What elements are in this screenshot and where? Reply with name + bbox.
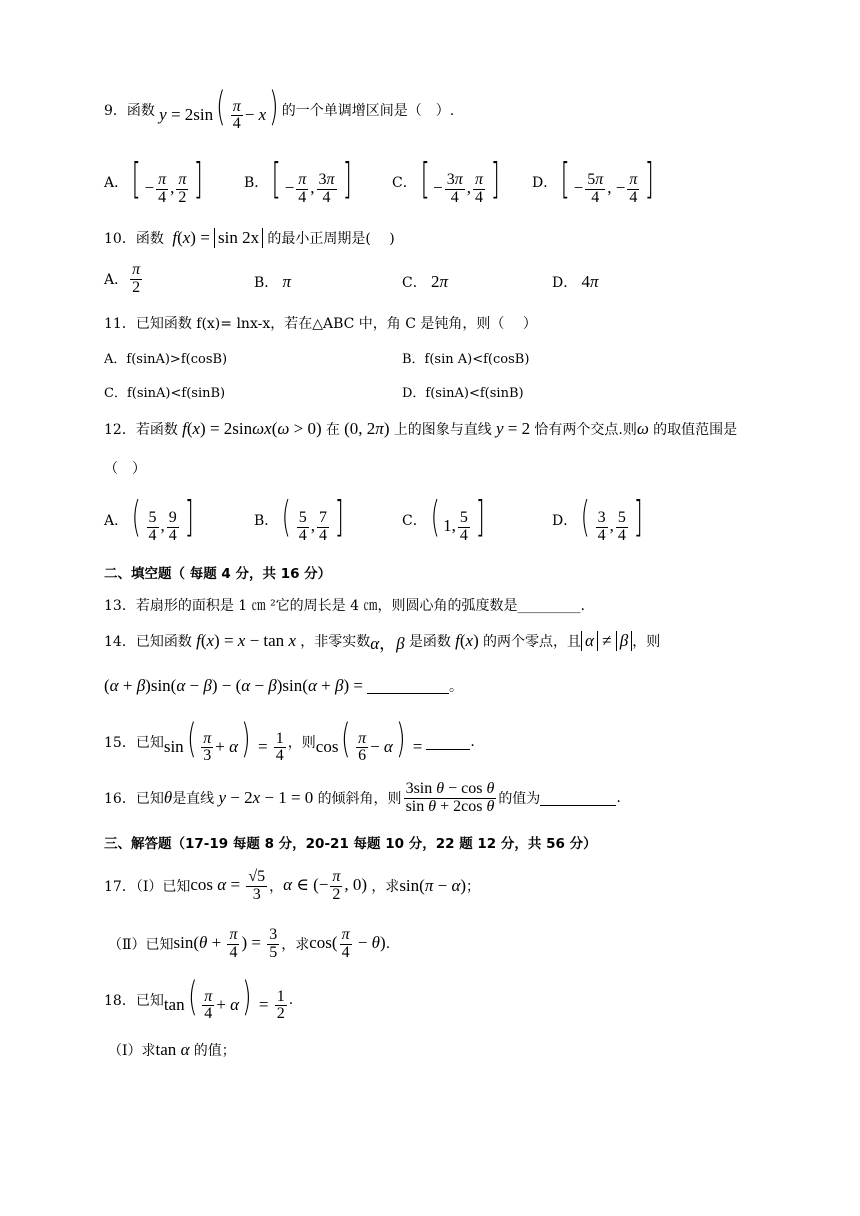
q17-a: 17．（Ⅰ）已知 (104, 879, 191, 895)
q17-b: ， (269, 879, 284, 895)
q17-d: ； (466, 879, 481, 895)
q17-c: ，求 (371, 879, 400, 895)
q18-d: 的值； (193, 1043, 236, 1059)
q15-b: ，则 (287, 735, 316, 751)
question-11 (104, 313, 537, 333)
q10-opt-b-label: B． (254, 275, 279, 291)
q11-option-d: D．f(sinA)<f(sinB) (402, 386, 524, 401)
q12-opt-b-label: B． (254, 513, 279, 530)
q12-tail: 的取值范围是 (653, 422, 738, 438)
question-18: 18．已知 tan( $\frac{\pi}{4}$ + α) = $\frac{1}{2}$ . (104, 973, 294, 1023)
question-17-part1: 17．（Ⅰ）已知 cos α = $\frac{√5}{3}$ ， α ∈ (− $\frac{\pi}{2}$ , 0) ，求 sin(π − α) ； (104, 867, 481, 903)
q12-option-b: B． ( $\frac{5}{4}$ , $\frac{7}{4}$ ] (254, 492, 344, 544)
question-12: 12．若函数 f(x) = 2sinωx(ω > 0) 在 (0, 2π) 上的图象与直线 y = 2 恰有两个交点.则 ω 的取值范围是 (104, 419, 738, 438)
q11-option-c: C．f(sinA)<f(sinB) (104, 386, 226, 401)
q12-paren: （ ） (104, 461, 146, 477)
question-17-part2: （Ⅱ）已知 sin(θ + $\frac{\pi}{4}$ ) = $\frac{3}{5}$ ，求 cos( $\frac{\pi}{4}$ − θ) . (108, 925, 391, 961)
q10-tail: 的最小正周期是( ) (267, 231, 395, 247)
q16-a: 16．已知 (104, 791, 164, 807)
q9-opt-b-label: B． (244, 175, 269, 192)
q12-mid1: 在 (325, 422, 340, 438)
q11-option-b: B．f(sin A)<f(cosB) (402, 352, 530, 367)
q9-opt-d-label: D． (532, 175, 558, 192)
q17-e: （Ⅱ）已知 (108, 937, 174, 953)
q14-e: ，则 (632, 634, 661, 650)
q12-opt-c-label: C． (402, 513, 427, 530)
q10-option-d: D． 4π (552, 272, 599, 291)
q9-tail: 的一个单调增区间是（ ）. (281, 103, 455, 119)
q9-option-c: C． [ − $\frac{3\pi}{4}$ , $\frac{\pi}{4}$ ] (392, 154, 500, 206)
q14-d: 的两个零点，且 (483, 634, 582, 650)
q9-label: 9．函数 (104, 103, 155, 119)
question-15: 15．已知 sin( $\frac{\pi}{3}$ + α) = $\frac{1}{4}$ ，则 cos( $\frac{\pi}{6}$ − α) = . (104, 715, 475, 765)
q14-b: ，非零实数 (300, 634, 371, 650)
q10-opt-d-label: D． (552, 275, 578, 291)
q11-text: 11．已知函数 f(x)= lnx-x，若在△ABC 中，角 C 是钝角，则（ ） (104, 316, 537, 332)
q10-option-c: C． 2π (402, 272, 448, 291)
q18-a: 18．已知 (104, 993, 164, 1009)
q12-mid3: 恰有两个交点.则 (534, 422, 637, 438)
section-3-heading: 三、解答题（17-19 每题 8 分，20-21 每题 10 分，22 题 12 分，共 56 分） (104, 836, 597, 852)
q12-option-c: C． ( 1, $\frac{5}{4}$ ] (402, 492, 485, 544)
question-10 (104, 226, 395, 250)
question-16: 16．已知 θ 是直线 y − 2x − 1 = 0 的倾斜角，则 $\frac{\text{3sin θ − cos θ}}{\text{sin θ + 2cos θ}}$ 的值为 . (104, 779, 621, 815)
q9-option-b: B． [ − $\frac{\pi}{4}$ , $\frac{3\pi}{4}$ ] (244, 154, 352, 206)
q17-g: . (385, 936, 391, 952)
question-13: 13．若扇形的面积是 1 ㎝ ²它的周长是 4 ㎝，则圆心角的弧度数是_________. (104, 598, 585, 614)
q10-function: f(x) = sin 2x (164, 228, 268, 248)
q9-opt-a-label: A． (104, 175, 129, 192)
q17-f: ，求 (281, 937, 310, 953)
q10-option-b: B． π (254, 272, 292, 291)
q14-c: 是函数 (408, 634, 451, 650)
question-14: 14．已知函数 f(x) = x − tan x ，非零实数 α，β 是函数 f(x) 的两个零点，且 α ≠ β ，则 (104, 631, 661, 653)
q9-option-d: D． [ − $\frac{5\pi}{4}$ , − $\frac{\pi}{4}$ ] (532, 154, 655, 206)
q12-opt-a-label: A． (104, 513, 129, 530)
q10-opt-a-label: A． (104, 272, 129, 289)
q12-mid2: 上的图象与直线 (393, 422, 492, 438)
q16-c: 的倾斜角，则 (317, 791, 402, 807)
q9-function: y = 2sin( $\frac{\pi}{4}$ − x) (159, 83, 279, 133)
q9-option-a: A． [ − $\frac{\pi}{4}$ , $\frac{\pi}{2}$ ] (104, 154, 204, 206)
q15-a: 15．已知 (104, 735, 164, 751)
q10-label: 10．函数 (104, 231, 164, 247)
q10-opt-c-label: C． (402, 275, 427, 291)
q18-c: （Ⅰ）求 (108, 1043, 156, 1059)
q11-option-a: A．f(sinA)>f(cosB) (104, 352, 228, 367)
q16-end: . (616, 790, 621, 806)
section-2-heading: 二、填空题（ 每题 4 分，共 16 分） (104, 566, 332, 582)
q12-label: 12．若函数 (104, 422, 178, 438)
q12-option-d: D． ( $\frac{3}{4}$ , $\frac{5}{4}$ ] (552, 492, 643, 544)
q10-option-a: A． $\frac{\pi}{2}$ (104, 261, 141, 296)
q14-end: 。 (448, 679, 463, 695)
q18-b: . (288, 992, 294, 1008)
q12-option-a: A． ( $\frac{5}{4}$ , $\frac{9}{4}$ ] (104, 492, 194, 544)
q14-a: 14．已知函数 (104, 634, 192, 650)
q9-opt-c-label: C． (392, 175, 417, 192)
question-14-expr: (α + β)sin(α − β) − (α − β)sin(α + β) = 。 (104, 676, 463, 695)
q16-d: 的值为 (498, 791, 541, 807)
q12-opt-d-label: D． (552, 513, 578, 530)
q16-b: 是直线 (172, 791, 215, 807)
question-18-part1: （Ⅰ）求 tan α 的值； (108, 1040, 236, 1059)
question-9 (104, 83, 455, 133)
q15-end: . (470, 734, 475, 750)
